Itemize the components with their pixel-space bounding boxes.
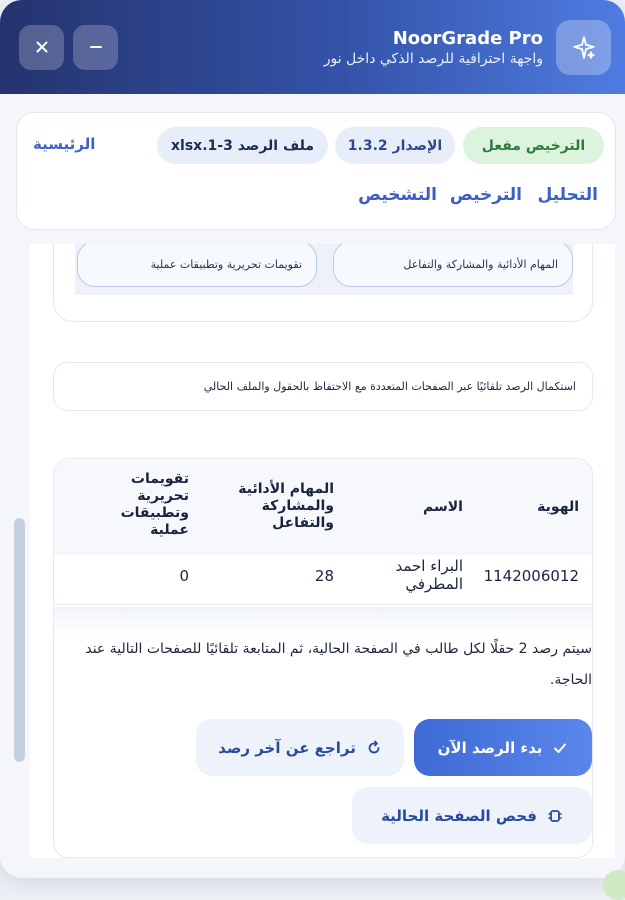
- minimize-button[interactable]: [73, 25, 118, 70]
- check-icon: [552, 740, 568, 756]
- cell-evals: 0: [179, 567, 189, 585]
- chip-icon: [547, 808, 563, 824]
- license-status-badge: الترخيص مفعل: [463, 127, 604, 164]
- cell-tasks: 28: [314, 567, 334, 585]
- minimize-icon: [88, 36, 104, 60]
- column-id: الهوية: [537, 499, 579, 515]
- scan-page-label: فحص الصفحة الحالية: [381, 806, 537, 825]
- title-bar: [0, 0, 625, 94]
- home-link[interactable]: الرئيسية: [33, 135, 96, 153]
- tab-diagnosis[interactable]: التشخيص: [358, 185, 437, 205]
- app-subtitle: واجهة احترافية للرصد الذكي داخل نور: [323, 51, 543, 67]
- category-tasks-option[interactable]: المهام الأدائية والمشاركة والتفاعل: [333, 244, 573, 287]
- content-scroll-area: [30, 244, 615, 858]
- start-grading-button[interactable]: [414, 719, 592, 776]
- categories-list: [75, 244, 573, 295]
- students-table: [53, 458, 593, 858]
- info-message: سيتم رصد 2 حقلًا لكل طالب في الصفحة الحالية، ثم المتابعة تلقائيًا للصفحات التالية عند الحاجة.: [85, 641, 592, 688]
- column-evals: تقويمات تحريرية وتطبيقات عملية: [120, 471, 189, 538]
- start-grading-label: بدء الرصد الآن: [437, 738, 543, 757]
- undo-last-label: تراجع عن آخر رصد: [218, 738, 356, 757]
- close-button[interactable]: [19, 25, 64, 70]
- column-name: الاسم: [423, 499, 463, 515]
- tab-license[interactable]: الترخيص: [449, 185, 522, 205]
- corner-accent: [603, 870, 625, 900]
- undo-last-button[interactable]: [196, 719, 404, 776]
- table-fade-row: [54, 607, 593, 635]
- tab-analysis[interactable]: التحليل: [537, 185, 598, 205]
- vertical-scrollbar[interactable]: [14, 518, 25, 762]
- cell-id: 1142006012: [483, 567, 579, 585]
- header-card: [16, 112, 616, 230]
- app-title: NoorGrade Pro: [392, 28, 543, 49]
- undo-icon: [366, 740, 382, 756]
- auto-continue-note: استكمال الرصد تلقائيًا عبر الصفحات المتعددة مع الاحتفاظ بالحقول والملف الحالي: [53, 362, 593, 411]
- sparkle-icon: [556, 20, 611, 75]
- close-icon: [34, 36, 50, 60]
- categories-card: [53, 244, 593, 322]
- file-badge: ملف الرصد 3-xlsx.1: [157, 127, 328, 164]
- version-badge: الإصدار 1.3.2: [335, 127, 455, 164]
- column-tasks: المهام الأدائية والمشاركة والتفاعل: [238, 481, 334, 531]
- cell-name: البراء احمد المطرفي: [395, 557, 463, 593]
- category-evals-option[interactable]: تقويمات تحريرية وتطبيقات عملية: [77, 244, 317, 287]
- table-header: [54, 459, 593, 555]
- title-block: [324, 28, 543, 67]
- scan-page-button[interactable]: [352, 787, 592, 844]
- table-row: [54, 555, 593, 605]
